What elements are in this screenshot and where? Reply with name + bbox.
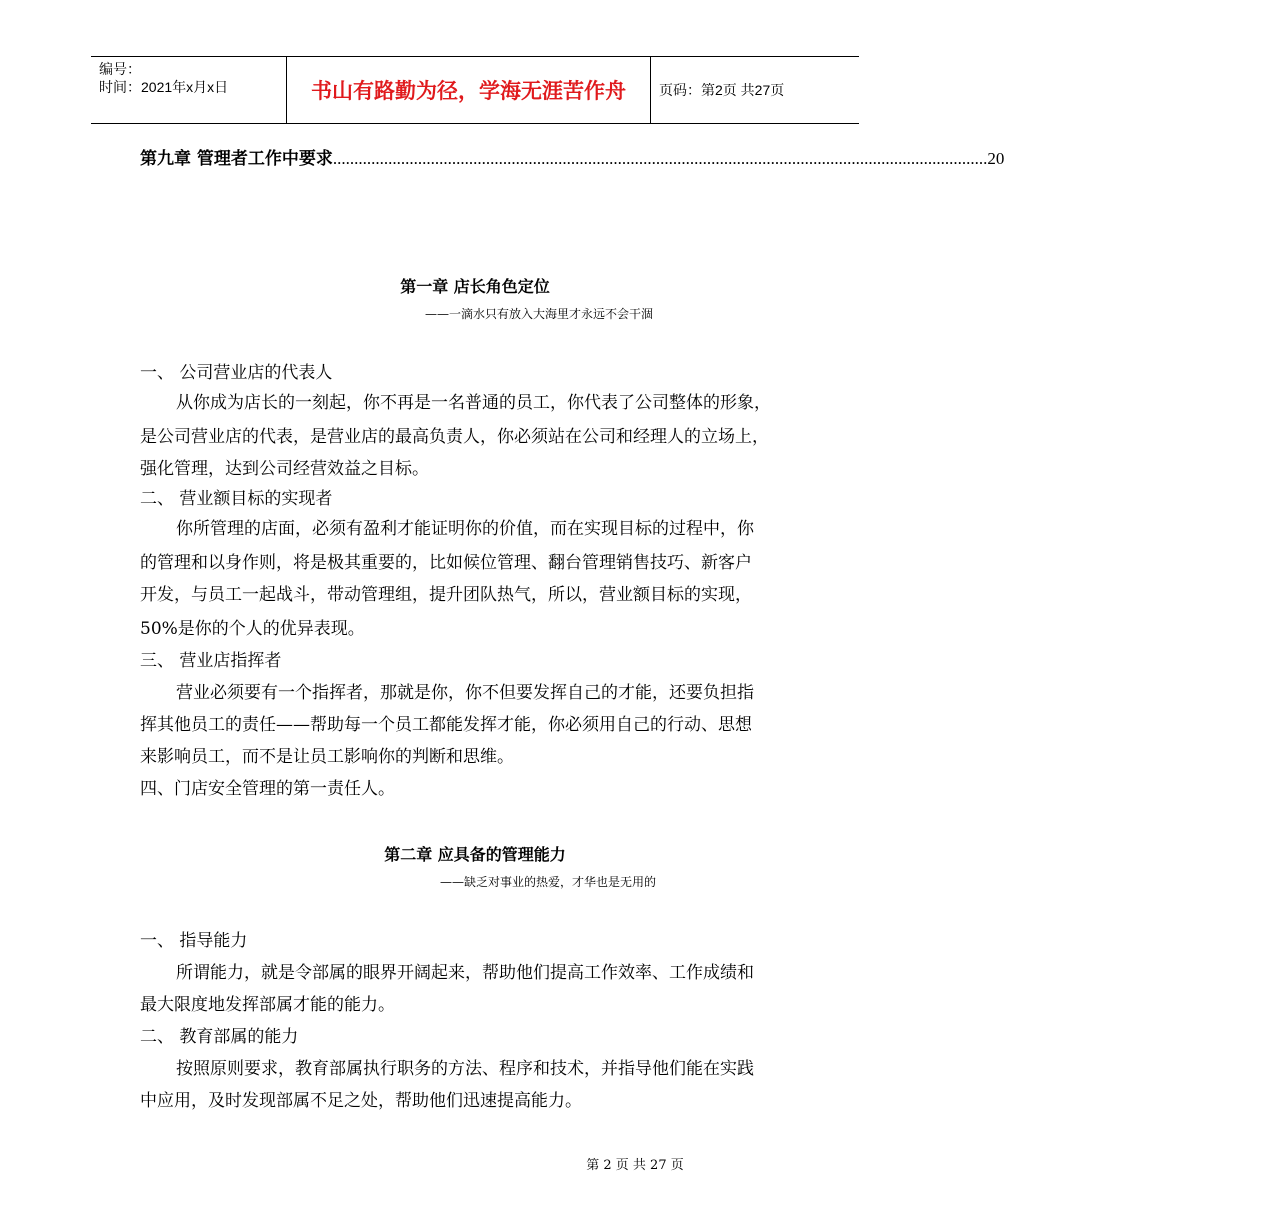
paragraph-line: 中应用，及时发现部属不足之处，帮助他们迅速提高能力。 (140, 1091, 582, 1111)
paragraph-line: 强化管理，达到公司经营效益之目标。 (140, 459, 429, 479)
header-slogan: 书山有路勤为径，学海无涯苦作舟 (287, 57, 651, 123)
section-heading: 四、门店安全管理的第一责任人。 (140, 779, 395, 799)
paragraph-line: 50%是你的个人的优异表现。 (140, 619, 365, 639)
section-heading: 一、 指导能力 (140, 931, 248, 951)
chapter1-title: 第一章 店长角色定位 (400, 277, 550, 296)
paragraph-line: 的管理和以身作则，将是极其重要的，比如候位管理、翻台管理销售技巧、新客户 (140, 553, 752, 573)
number-label: 编号： (99, 61, 141, 77)
page-header (91, 56, 859, 124)
toc-leader-dots: .......................................................................................................................................................... (332, 149, 988, 168)
toc-page-number: 20 (987, 149, 1005, 168)
paragraph-line: 最大限度地发挥部属才能的能力。 (140, 995, 395, 1015)
section-heading: 二、 营业额目标的实现者 (140, 489, 333, 509)
toc-entry[interactable] (140, 144, 1005, 170)
paragraph-line: 是公司营业店的代表，是营业店的最高负责人，你必须站在公司和经理人的立场上， (140, 427, 769, 447)
paragraph-line: 挥其他员工的责任——帮助每一个员工都能发挥才能，你必须用自己的行动、思想 (140, 715, 752, 735)
paragraph-line: 营业必须要有一个指挥者，那就是你，你不但要发挥自己的才能，还要负担指 (176, 683, 754, 703)
paragraph-line: 按照原则要求，教育部属执行职务的方法、程序和技术，并指导他们能在实践 (176, 1059, 754, 1079)
chapter2-motto: ——缺乏对事业的热爱，才华也是无用的 (440, 875, 657, 889)
paragraph-line: 开发，与员工一起战斗，带动管理组，提升团队热气，所以，营业额目标的实现， (140, 585, 752, 605)
paragraph-line: 你所管理的店面，必须有盈利才能证明你的价值，而在实现目标的过程中，你 (176, 519, 754, 539)
toc-title: 第九章 管理者工作中要求 (140, 149, 333, 169)
chapter1-motto: ——一滴水只有放入大海里才永远不会干涸 (425, 307, 654, 321)
header-page-info: 页码：第2页 共27页 (659, 82, 785, 98)
header-meta-cell (91, 57, 287, 123)
paragraph-line: 来影响员工，而不是让员工影响你的判断和思维。 (140, 747, 514, 767)
paragraph-line: 从你成为店长的一刻起，你不再是一名普通的员工，你代表了公司整体的形象， (176, 393, 771, 413)
section-heading: 二、 教育部属的能力 (140, 1027, 299, 1047)
time-label: 时间：2021年x月x日 (99, 79, 229, 95)
section-heading: 三、 营业店指挥者 (140, 651, 282, 671)
page-footer: 第 2 页 共 27 页 (586, 1158, 684, 1173)
chapter2-title: 第二章 应具备的管理能力 (384, 845, 566, 864)
paragraph-line: 所谓能力，就是令部属的眼界开阔起来，帮助他们提高工作效率、工作成绩和 (176, 963, 754, 983)
section-heading: 一、 公司营业店的代表人 (140, 363, 333, 383)
